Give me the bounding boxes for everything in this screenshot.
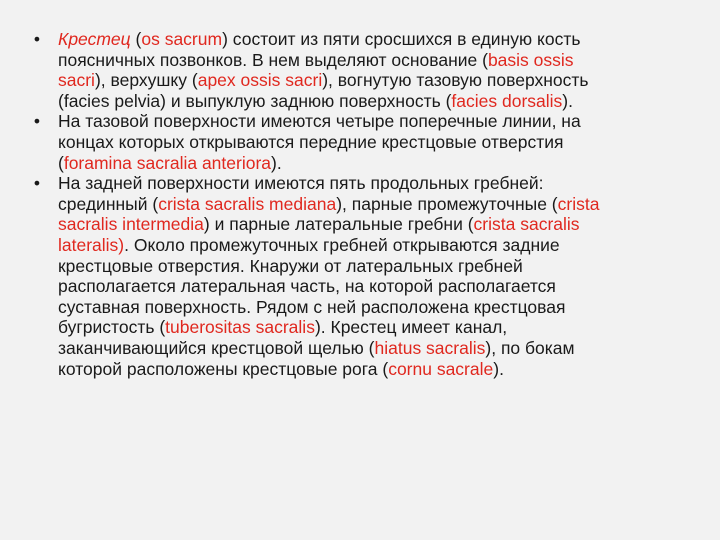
text-line bbox=[58, 256, 660, 277]
text-segment: ), по бокам bbox=[485, 337, 575, 358]
text-segment: бугристость ( bbox=[58, 317, 166, 338]
latin-term: hiatus sacralis bbox=[374, 337, 486, 358]
bullet-item-pelvic-surface bbox=[0, 111, 720, 173]
text-line bbox=[58, 29, 660, 50]
text-segment: ), вогнутую тазовую поверхность bbox=[322, 70, 589, 91]
text-segment: ). Крестец имеет канал, bbox=[314, 317, 508, 338]
text-segment: ), парные промежуточные ( bbox=[336, 193, 558, 214]
latin-term: crista bbox=[557, 193, 600, 214]
bullet-item-sacrum-overview bbox=[0, 29, 720, 111]
text-line bbox=[58, 359, 660, 380]
text-line bbox=[58, 338, 660, 359]
bullet-marker: • bbox=[33, 173, 41, 194]
text-segment: ). bbox=[562, 90, 573, 111]
text-segment: ) состоит из пяти сросшихся в единую кость bbox=[222, 29, 581, 49]
text-line bbox=[58, 91, 660, 112]
text-segment: поясничных позвонков. В нем выделяют основание ( bbox=[58, 49, 488, 70]
text-line bbox=[58, 173, 660, 194]
text-segment: ), верхушку ( bbox=[94, 70, 198, 91]
latin-term: foramina sacralia anteriora bbox=[63, 152, 272, 173]
text-line bbox=[58, 70, 660, 91]
text-line bbox=[58, 297, 660, 318]
bullet-marker: • bbox=[33, 111, 41, 132]
text-segment: ( bbox=[130, 29, 142, 49]
text-segment: располагается латеральная часть, на которой располагается bbox=[58, 276, 556, 297]
latin-term: Крестец bbox=[58, 29, 131, 49]
text-line bbox=[58, 214, 660, 235]
text-segment: срединный ( bbox=[58, 193, 159, 214]
text-segment: заканчивающийся крестцовой щелью ( bbox=[58, 337, 375, 358]
text-segment: ). bbox=[271, 152, 282, 173]
bullet-list bbox=[0, 29, 720, 379]
text-line bbox=[58, 111, 660, 132]
text-line bbox=[58, 317, 660, 338]
text-line bbox=[58, 153, 660, 174]
text-line bbox=[58, 132, 660, 153]
latin-term: facies dorsalis bbox=[451, 90, 563, 111]
bullet-text bbox=[58, 111, 660, 173]
latin-term: crista sacralis bbox=[473, 214, 580, 235]
text-segment: суставная поверхность. Рядом с ней расположена крестцовая bbox=[58, 296, 566, 317]
latin-term: tuberositas sacralis bbox=[165, 317, 315, 338]
latin-term: sacralis intermedia bbox=[58, 214, 204, 235]
text-segment: которой расположены крестцовые рога ( bbox=[58, 358, 389, 379]
bullet-item-dorsal-surface bbox=[0, 173, 720, 379]
text-segment: ) и парные латеральные гребни ( bbox=[203, 214, 474, 235]
text-line bbox=[58, 276, 660, 297]
bullet-text bbox=[58, 29, 660, 111]
text-segment: (facies pelvia) и выпуклую заднюю поверхность ( bbox=[58, 90, 452, 111]
text-segment: крестцовые отверстия. Кнаружи от латеральных гребней bbox=[58, 255, 523, 276]
text-segment: . Около промежуточных гребней открываются задние bbox=[124, 234, 560, 255]
latin-term: apex ossis sacri bbox=[197, 70, 323, 91]
latin-term: crista sacralis mediana bbox=[158, 193, 337, 214]
text-segment: ). bbox=[493, 358, 504, 379]
latin-term: lateralis) bbox=[58, 234, 125, 255]
latin-term: os sacrum bbox=[141, 29, 223, 49]
latin-term: cornu sacrale bbox=[388, 358, 494, 379]
latin-term: basis ossis bbox=[487, 49, 574, 70]
text-segment: На задней поверхности имеются пять продольных гребней: bbox=[58, 173, 544, 194]
bullet-text bbox=[58, 173, 660, 379]
text-line bbox=[58, 235, 660, 256]
text-line bbox=[58, 194, 660, 215]
text-line bbox=[58, 50, 660, 71]
bullet-marker: • bbox=[33, 29, 41, 49]
latin-term: sacri bbox=[58, 70, 95, 91]
text-segment: концах которых открываются передние крестцовые отверстия bbox=[58, 131, 564, 152]
text-segment: На тазовой поверхности имеются четыре поперечные линии, на bbox=[58, 111, 581, 132]
text-segment: ( bbox=[58, 152, 64, 173]
